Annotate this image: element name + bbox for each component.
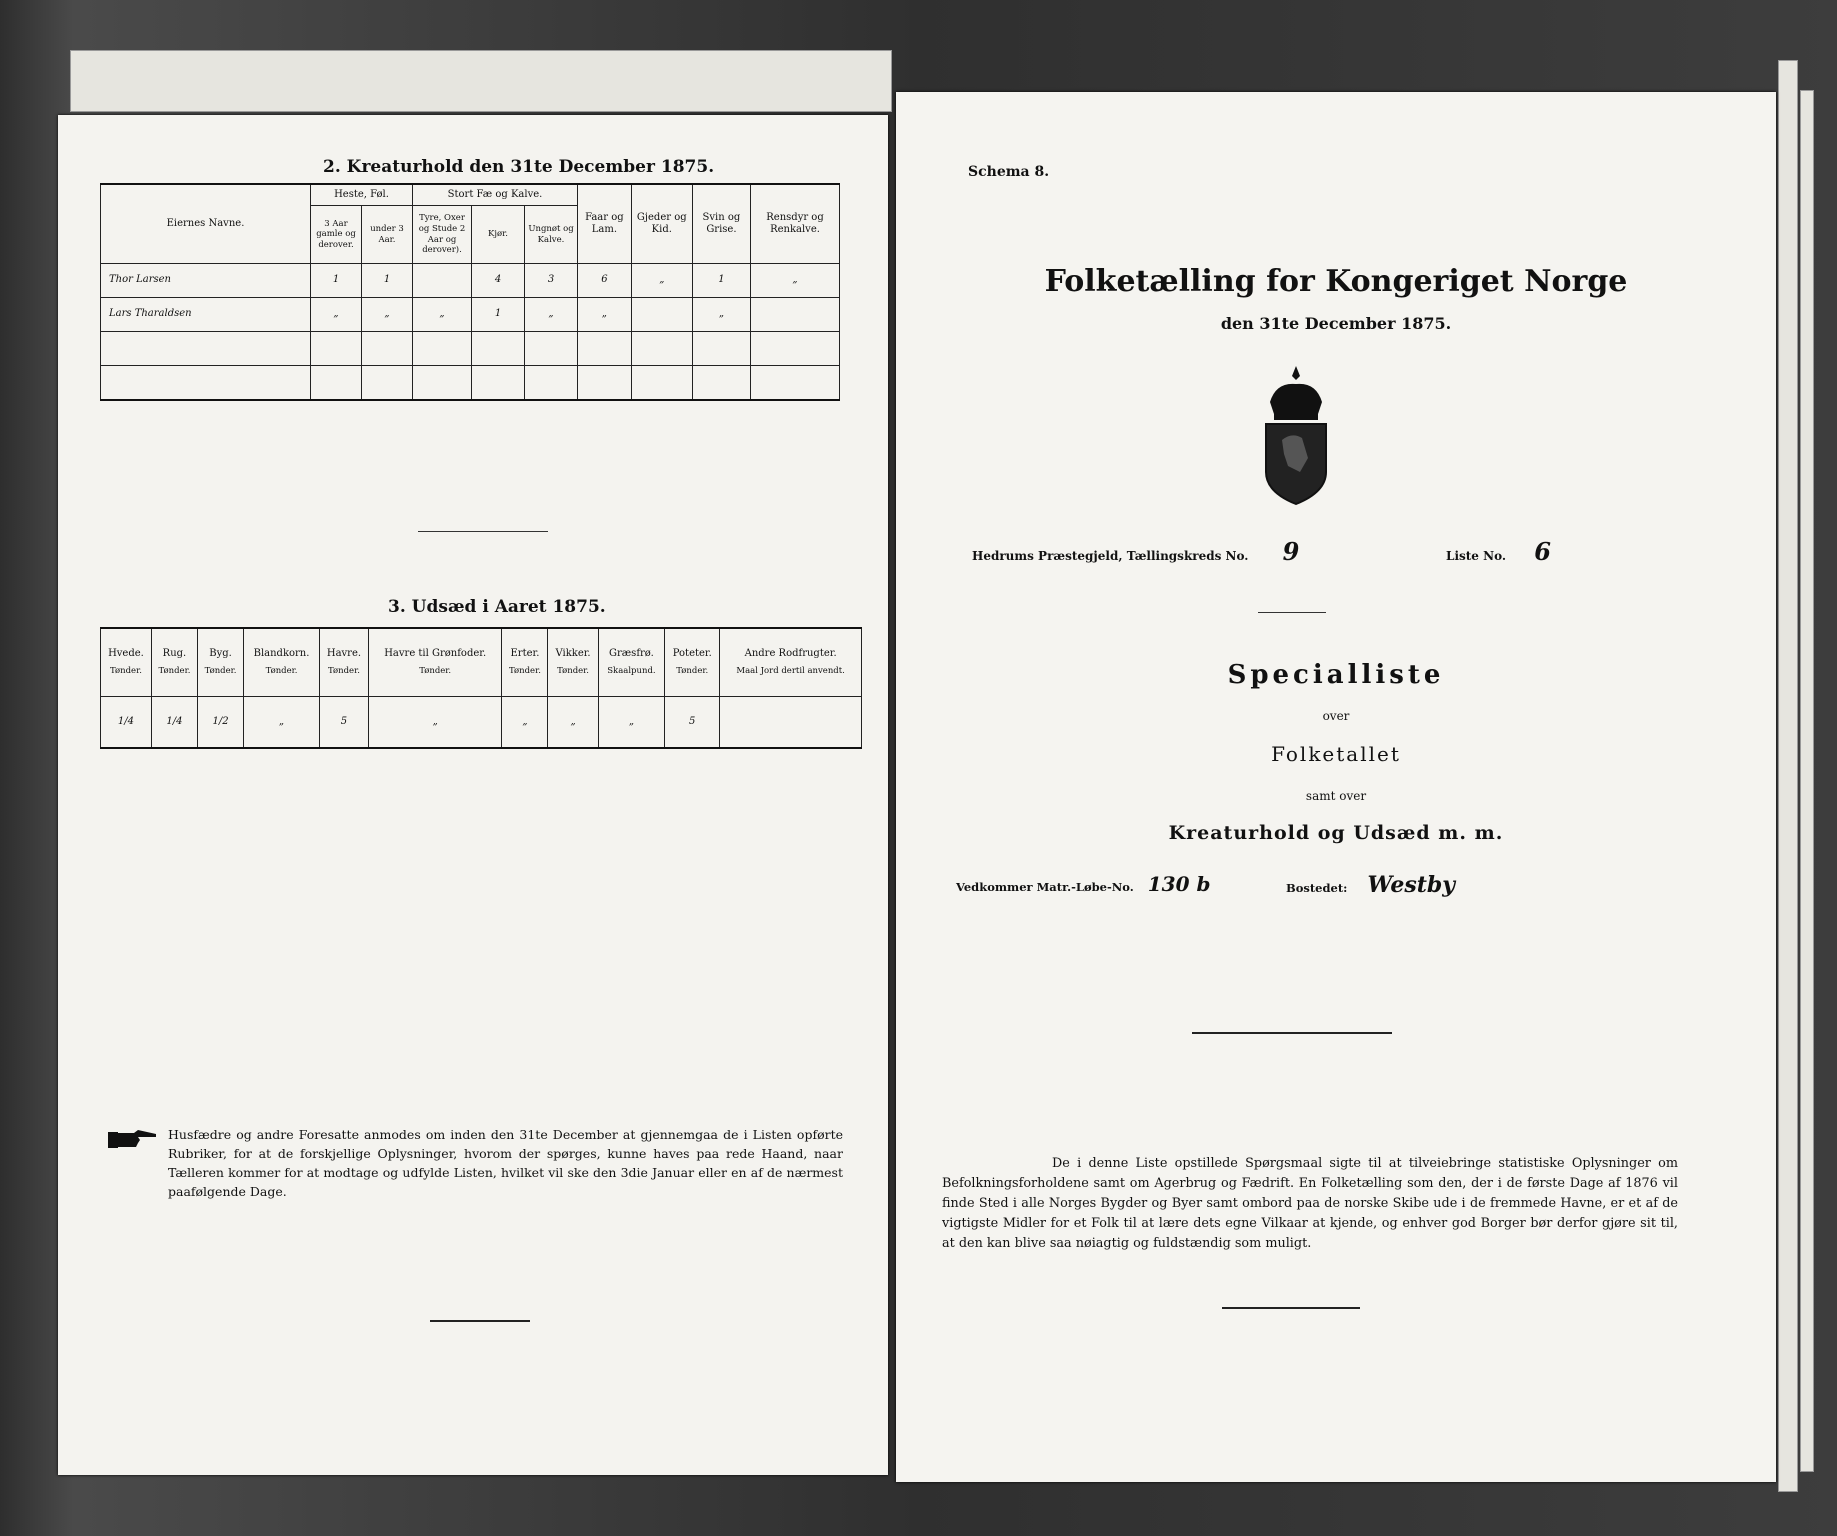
sow-value: 5 xyxy=(665,696,720,748)
cell-value: 1 xyxy=(362,264,413,298)
sow-col-header xyxy=(101,628,152,696)
sow-col-header xyxy=(319,628,368,696)
sow-col-unit: Skaalpund. xyxy=(607,666,656,677)
table-row xyxy=(101,264,840,298)
sow-col-name: Hvede. xyxy=(108,647,144,659)
cell-value: „ xyxy=(525,298,578,332)
col-svin: Svin og Grise. xyxy=(692,184,750,264)
sow-col-name: Havre til Grønfoder. xyxy=(384,647,487,659)
sow-col-name: Erter. xyxy=(510,647,540,659)
sow-col-name: Vikker. xyxy=(555,647,591,659)
sow-col-name: Byg. xyxy=(209,647,232,659)
col-rensdyr: Rensdyr og Renkalve. xyxy=(751,184,840,264)
sow-value: 1/4 xyxy=(151,696,197,748)
section3-heading: 3. Udsæd i Aaret 1875. xyxy=(388,597,606,617)
cell-value: 1 xyxy=(692,264,750,298)
sow-col-unit: Tønder. xyxy=(419,666,452,677)
sow-col-header xyxy=(368,628,501,696)
sow-col-name: Havre. xyxy=(326,647,362,659)
parish-line xyxy=(972,537,1299,566)
cell-value: 1 xyxy=(311,264,362,298)
sow-value: 1/2 xyxy=(197,696,243,748)
sowing-table xyxy=(100,627,862,749)
cell-value: 6 xyxy=(578,264,632,298)
cell-value: „ xyxy=(631,264,692,298)
sow-value: 5 xyxy=(319,696,368,748)
divider xyxy=(418,531,548,532)
sow-col-header xyxy=(598,628,665,696)
over-label: over xyxy=(1322,709,1350,723)
livestock-table xyxy=(100,183,840,401)
kreds-no: 9 xyxy=(1282,537,1300,566)
sow-col-unit: Maal Jord dertil anvendt. xyxy=(736,666,845,677)
section2-heading: 2. Kreaturhold den 31te December 1875. xyxy=(323,157,715,177)
sow-col-header xyxy=(665,628,720,696)
notice-text: Husfædre og andre Foresatte anmodes om inden den 31te December at gjennemgaa de i Listen opførte Rubriker, for at de forskjellige Oplysninger, hvorom der spørges, kunne haves paa rede Haand, naar Tælleren kommer for at modtage og udfylde Listen, hvilket vil ske den 3die Januar eller en af de nærmest paafølgende Dage. xyxy=(168,1127,843,1199)
sow-value: „ xyxy=(368,696,501,748)
cell-value: 3 xyxy=(525,264,578,298)
sub-fae-1: Tyre, Oxer og Stude 2 Aar og derover). xyxy=(413,206,472,264)
cell-value: 4 xyxy=(472,264,525,298)
owner-name: Thor Larsen xyxy=(101,264,311,298)
sow-col-name: Rug. xyxy=(162,647,187,659)
sow-value xyxy=(720,696,862,748)
owner-name: Lars Tharaldsen xyxy=(101,298,311,332)
matr-label: Vedkommer Matr.-Løbe-No. xyxy=(956,880,1134,894)
col-gjeder: Gjeder og Kid. xyxy=(631,184,692,264)
table-row xyxy=(101,696,862,748)
sub-heste-1: 3 Aar gamle og derover. xyxy=(311,206,362,264)
sow-value: „ xyxy=(598,696,665,748)
sow-col-name: Blandkorn. xyxy=(253,647,310,659)
sow-col-header xyxy=(502,628,548,696)
liste-label: Liste No. xyxy=(1446,549,1507,563)
sow-col-unit: Tønder. xyxy=(158,666,191,677)
form-title: Folketælling for Kongeriget Norge xyxy=(1044,264,1628,299)
col-owner: Eiernes Navne. xyxy=(101,184,311,264)
sow-col-unit: Tønder. xyxy=(110,666,142,677)
sub-heste-2: under 3 Aar. xyxy=(362,206,413,264)
specialliste-title: Specialliste xyxy=(1227,660,1445,690)
matr-line xyxy=(956,872,1210,896)
matr-no: 130 b xyxy=(1147,872,1211,896)
sow-col-header xyxy=(548,628,598,696)
sow-col-unit: Tønder. xyxy=(676,666,709,677)
sow-col-unit: Tønder. xyxy=(509,666,541,677)
sow-col-header xyxy=(720,628,862,696)
schema-label: Schema 8. xyxy=(968,164,1050,180)
info-text: De i denne Liste opstillede Spørgsmaal sigte til at tilveiebringe statistiske Oplysninger om Befolkningsforholdene samt om Agerbrug og Fædrift. En Folketælling som den, der i de første Dage af 1876 vil finde Sted i alle Norges Bygder og Byer samt ombord paa de norske Skibe ude i de fremmede Havne, er et af de vigtigste Midler for et Folk til at lære dets egne Vilkaar at kjende, og enhver god Borger bør derfor gjøre sit til, at den kan blive saa nøiagtig og fuldstændig som muligt. xyxy=(942,1156,1678,1251)
table-row xyxy=(101,366,840,400)
sow-col-name: Poteter. xyxy=(672,647,712,659)
cell-value: „ xyxy=(311,298,362,332)
table-row xyxy=(101,332,840,366)
sow-value: 1/4 xyxy=(101,696,152,748)
form-subtitle: den 31te December 1875. xyxy=(1220,314,1452,333)
bosted-value: Westby xyxy=(1367,872,1456,898)
col-faar: Faar og Lam. xyxy=(578,184,632,264)
page-stack-edge xyxy=(1778,60,1798,1492)
right-page xyxy=(896,92,1776,1482)
table-row xyxy=(101,298,840,332)
left-page xyxy=(58,115,888,1475)
samt-over-label: samt over xyxy=(1305,789,1367,803)
liste-line xyxy=(1446,537,1551,566)
cell-value xyxy=(631,298,692,332)
sow-col-header xyxy=(244,628,320,696)
sow-value: „ xyxy=(244,696,320,748)
sow-col-name: Andre Rodfrugter. xyxy=(744,647,837,659)
kreaturhold-title: Kreaturhold og Udsæd m. m. xyxy=(1168,822,1504,844)
bosted-label: Bostedet: xyxy=(1286,881,1348,895)
cell-value: „ xyxy=(413,298,472,332)
sow-value: „ xyxy=(502,696,548,748)
cell-value xyxy=(751,298,840,332)
cell-value: 1 xyxy=(472,298,525,332)
cell-value xyxy=(413,264,472,298)
divider xyxy=(1192,1032,1392,1034)
sub-fae-2: Kjør. xyxy=(472,206,525,264)
cell-value: „ xyxy=(362,298,413,332)
sow-col-header xyxy=(151,628,197,696)
sow-col-unit: Tønder. xyxy=(265,666,298,677)
sow-value: „ xyxy=(548,696,598,748)
divider xyxy=(1222,1307,1360,1309)
parish-label: Hedrums Præstegjeld, Tællingskreds No. xyxy=(972,549,1249,563)
folketallet-title: Folketallet xyxy=(1271,742,1401,766)
divider xyxy=(430,1320,530,1322)
sow-col-name: Græsfrø. xyxy=(609,647,654,659)
sow-col-unit: Tønder. xyxy=(328,666,360,677)
coat-of-arms-icon xyxy=(1256,362,1336,507)
cell-value: „ xyxy=(692,298,750,332)
liste-no: 6 xyxy=(1534,537,1551,566)
col-stort-fae: Stort Fæ og Kalve. xyxy=(413,184,578,206)
sow-col-unit: Tønder. xyxy=(557,666,589,677)
page-stack-edge xyxy=(1800,90,1814,1472)
pointing-hand-icon xyxy=(108,1128,158,1150)
page-stack-edge xyxy=(70,50,892,112)
sow-col-unit: Tønder. xyxy=(204,666,237,677)
cell-value: „ xyxy=(578,298,632,332)
sow-col-header xyxy=(197,628,243,696)
col-heste: Heste, Føl. xyxy=(311,184,413,206)
bosted-line xyxy=(1286,872,1455,898)
divider xyxy=(1258,612,1326,613)
sub-fae-3: Ungnøt og Kalve. xyxy=(525,206,578,264)
cell-value: „ xyxy=(751,264,840,298)
